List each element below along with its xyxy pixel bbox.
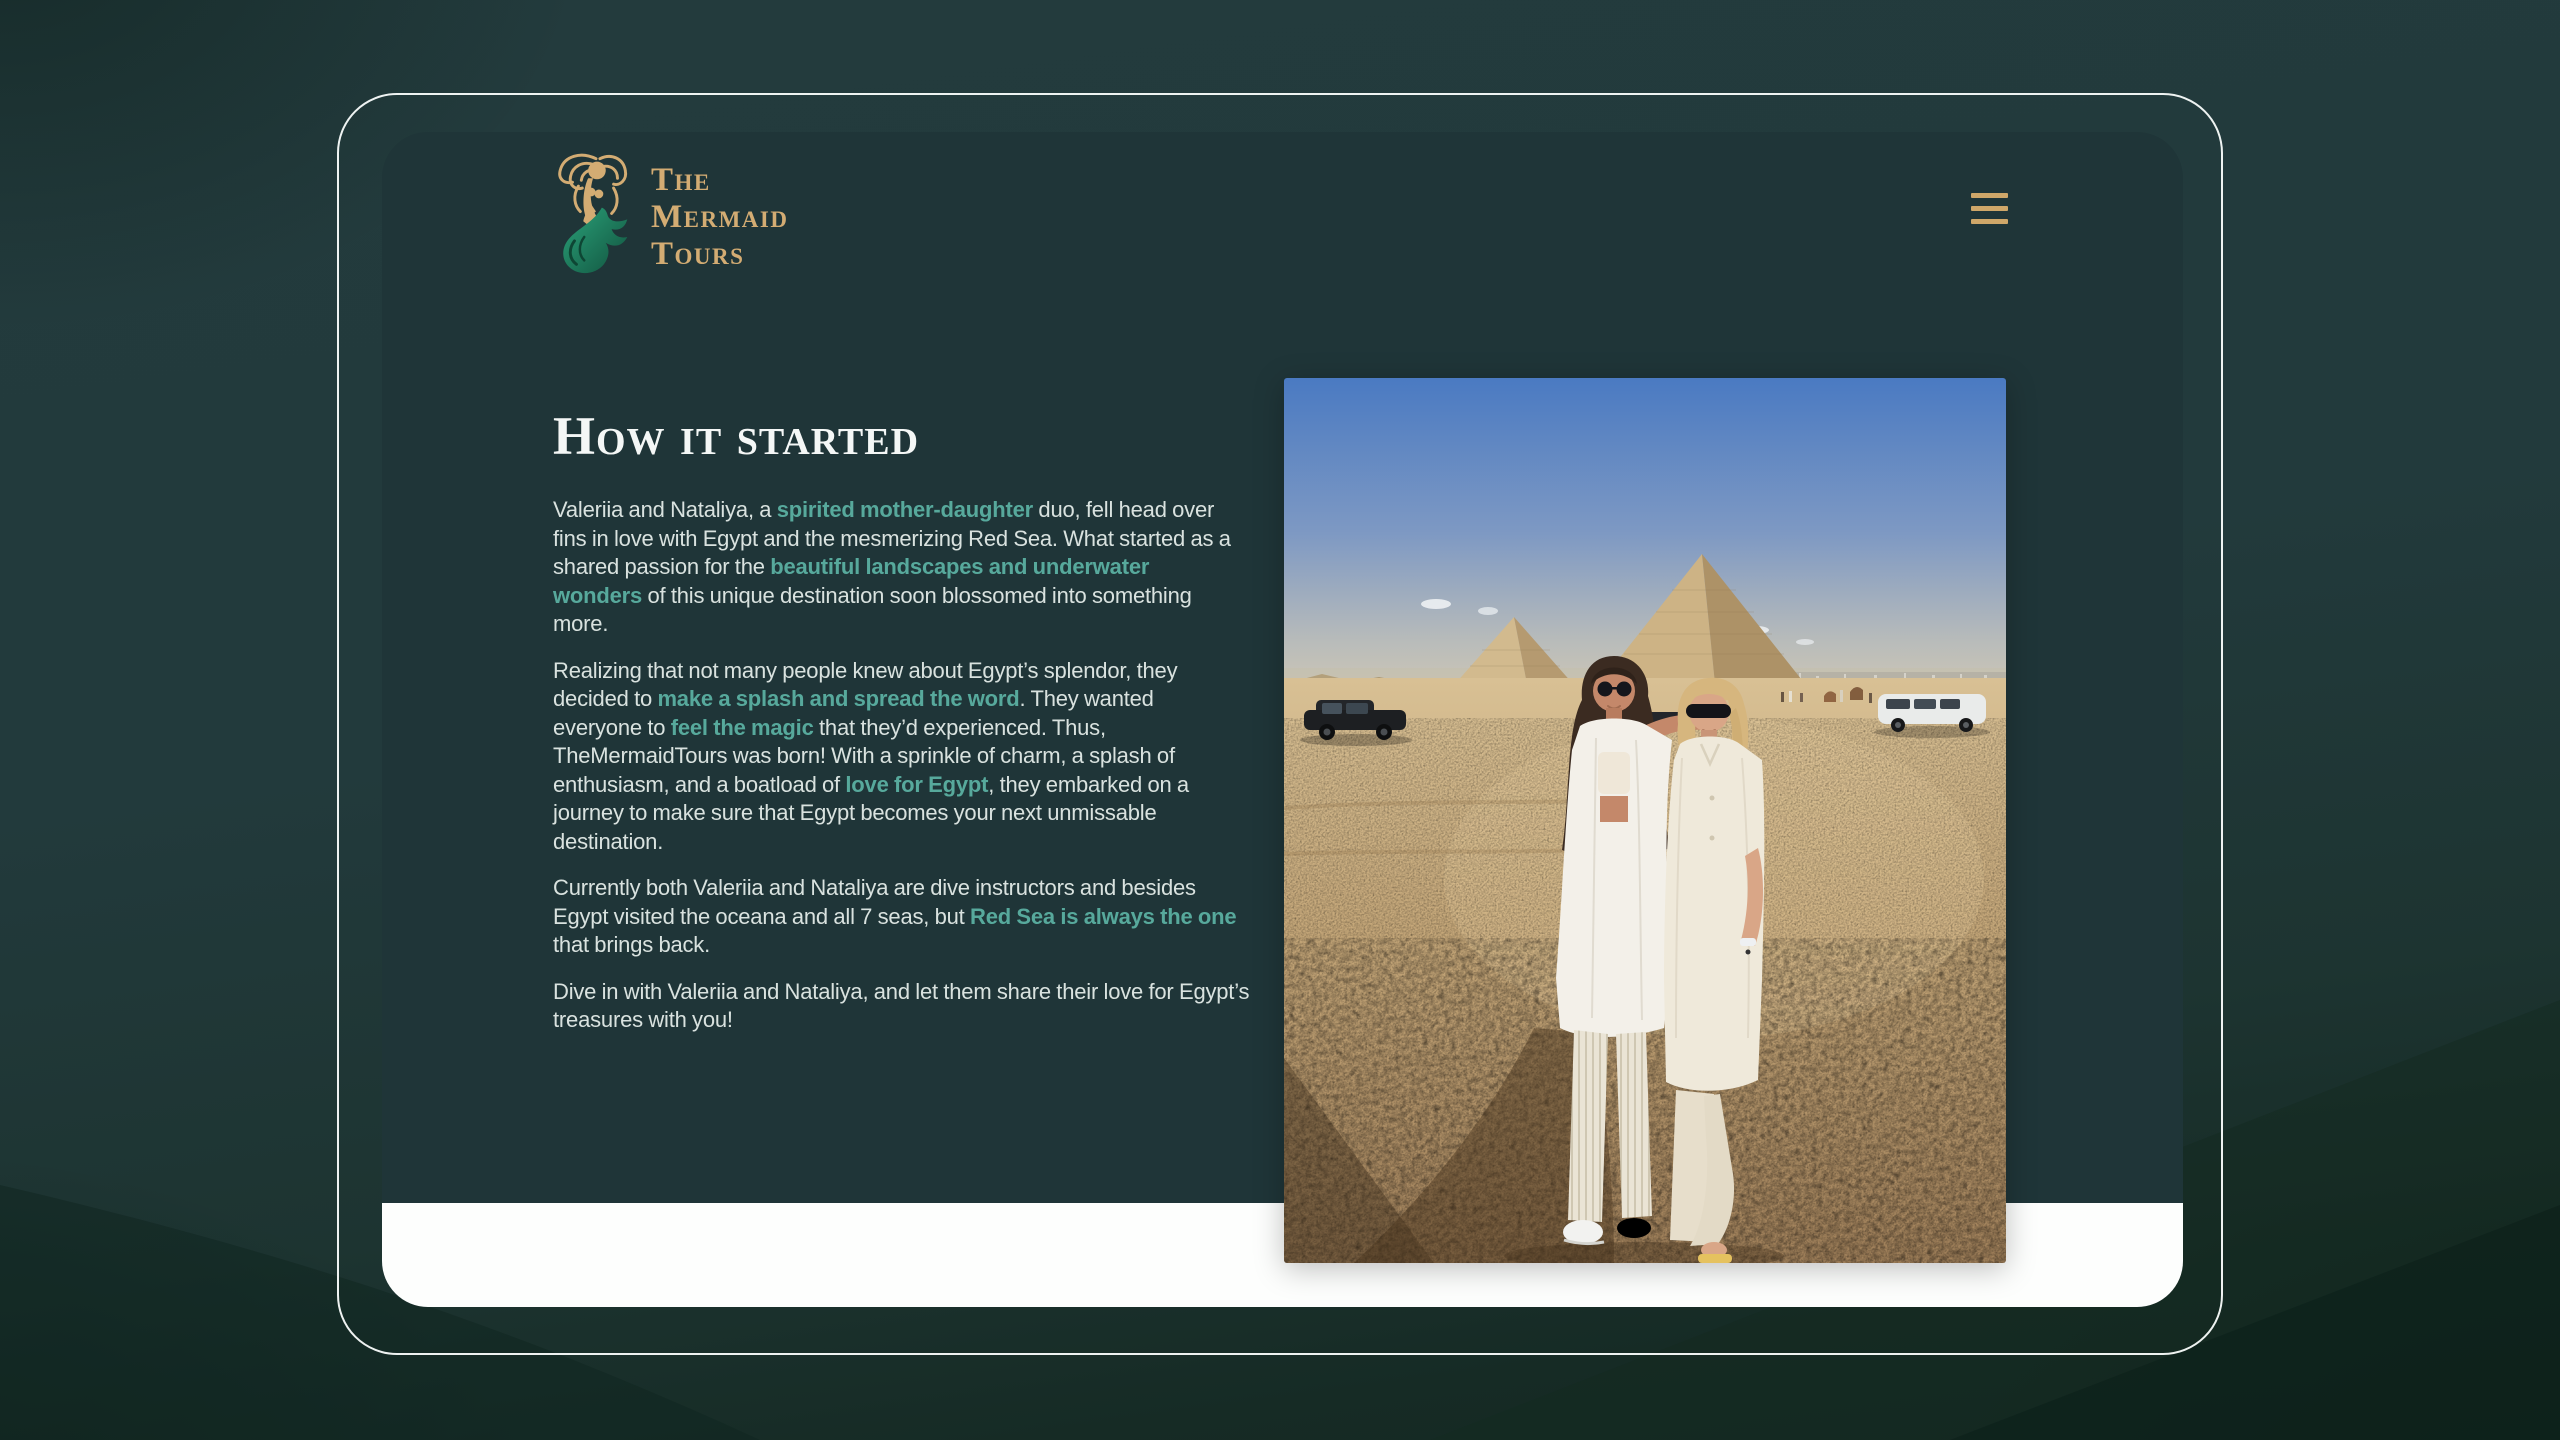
mermaid-logo-icon <box>551 146 639 280</box>
white-van <box>1874 694 1990 738</box>
hamburger-icon <box>1971 193 2008 198</box>
story-paragraphs <box>553 496 1250 1035</box>
giza-photo-illustration <box>1284 378 2006 1263</box>
hamburger-icon <box>1971 206 2008 211</box>
story-paragraph: Currently both Valeriia and Nataliya are dive instructors and besides Egypt visited the oceana and all 7 seas, but Red Sea is always the one that brings back. <box>553 875 1237 957</box>
story-paragraph: Valeriia and Nataliya, a spirited mother-daughter duo, fell head over fins in love with Egypt and the mesmerizing Red Sea. What started as a shared passion for the beautiful landscapes and underwater wonders of this unique destination soon blossomed into something more. <box>553 497 1231 636</box>
story-section <box>553 404 1250 1053</box>
founders-photo <box>1284 378 2006 1263</box>
hamburger-menu-button[interactable] <box>1966 186 2014 230</box>
page-title: How it started <box>553 406 920 466</box>
brand-logo[interactable] <box>551 146 788 280</box>
hamburger-icon <box>1971 219 2008 224</box>
brand-name: The Mermaid Tours <box>651 162 789 272</box>
cta-text: Dive in with Valeriia and Nataliya, and let them share their love for Egypt’s treasures with you! <box>553 978 1250 1032</box>
story-paragraph: Realizing that not many people knew about Egypt’s splendor, they decided to make a splash and spread the word. They wanted everyone to feel the magic that they’d experienced. Thus, TheMermaidTours was born! With a sprinkle of charm, a splash of enthusiasm, and a boatload of love for Egypt, they embarked on a journey to make sure that Egypt becomes your next unmissable destination. <box>553 657 1189 854</box>
